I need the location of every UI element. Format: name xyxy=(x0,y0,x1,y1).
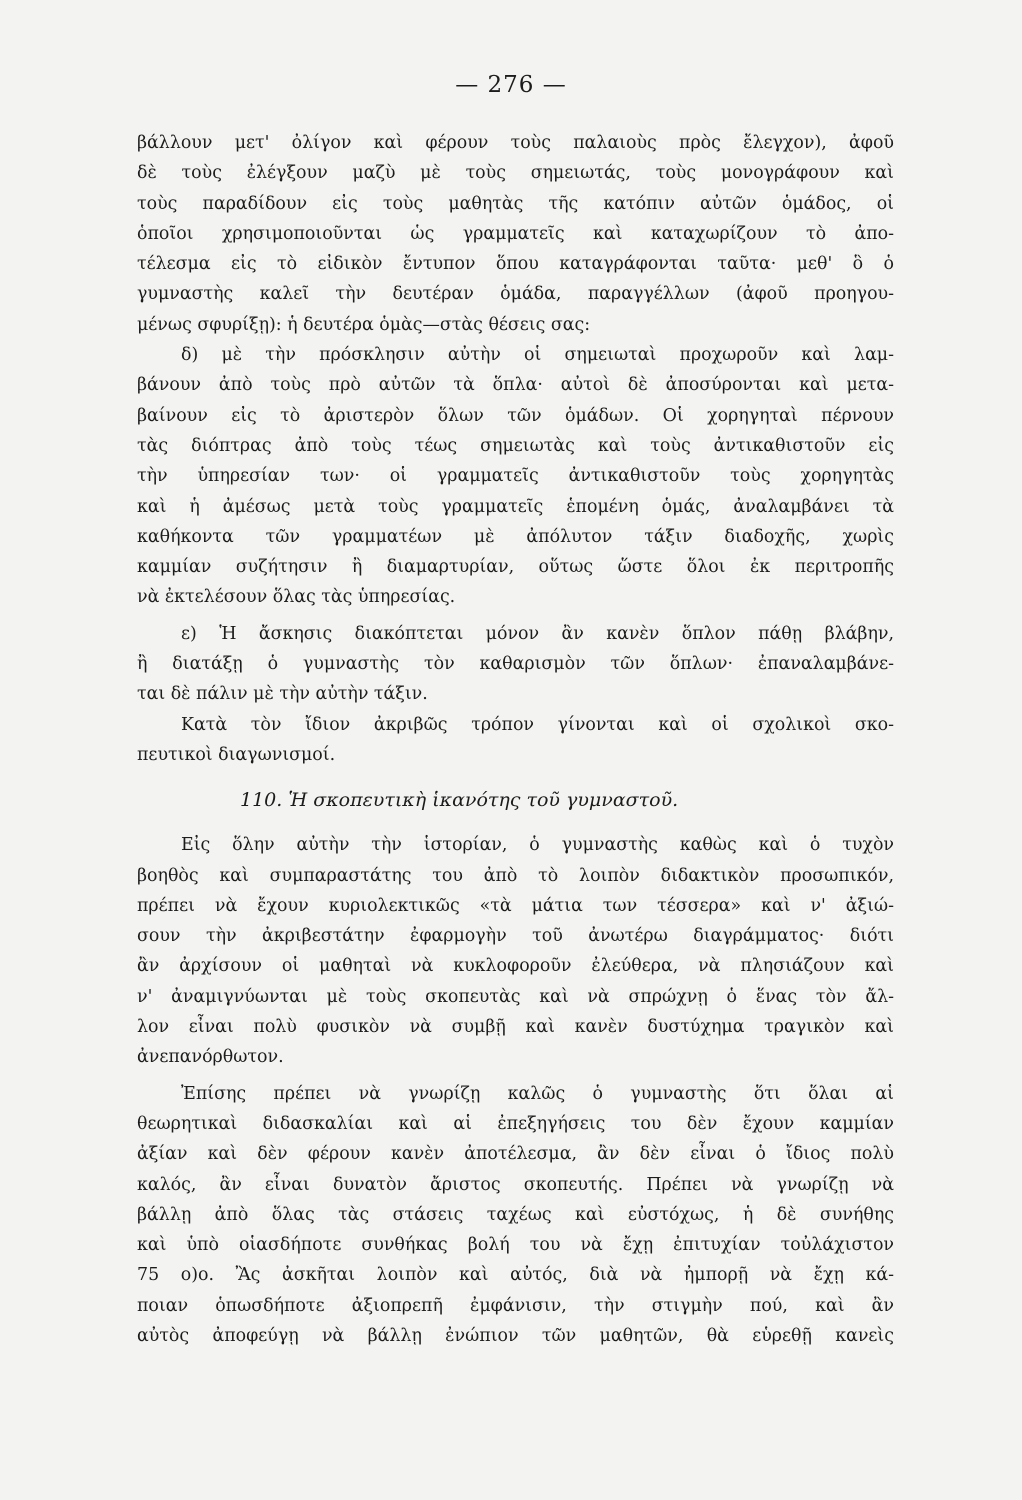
text-line: δὲ τοὺς ἐλέγξουν μαζὺ μὲ τοὺς σημειωτάς, τοὺς μονογράφουν καὶ xyxy=(137,163,894,184)
text-line: ἀξίαν καὶ δὲν φέρουν κανὲν ἀποτέλεσμα, ἂν δὲν εἶναι ὁ ἴδιος πολὺ xyxy=(137,1144,894,1165)
text-line: ἂν ἀρχίσουν οἱ μαθηταὶ νὰ κυκλοφοροῦν ἐλεύθερα, νὰ πλησιάζουν καὶ xyxy=(137,956,894,977)
text-line: ποιαν ὁπωσδήποτε ἀξιοπρεπῆ ἐμφάνισιν, τὴν στιγμὴν πού, καὶ ἂν xyxy=(137,1295,894,1316)
text-line: 75 ο)ο. Ἂς ἀσκῆται λοιπὸν καὶ αὐτός, διὰ νὰ ἠμπορῇ νὰ ἔχῃ κά- xyxy=(137,1265,894,1286)
paragraph-school-contests xyxy=(137,710,894,771)
body-text xyxy=(137,128,894,1351)
text-line: πευτικοὶ διαγωνισμοί. xyxy=(137,744,336,765)
text-line: καθήκοντα τῶν γραμματέων μὲ ἀπόλυτον τάξιν διαδοχῆς, χωρὶς xyxy=(137,526,894,547)
text-line: καμμίαν συζήτησιν ἢ διαμαρτυρίαν, οὕτως ὥστε ὅλοι ἐκ περιτροπῆς xyxy=(137,557,894,578)
text-line: βάλλῃ ἀπὸ ὅλας τὰς στάσεις ταχέως καὶ εὐστόχως, ἡ δὲ συνήθης xyxy=(137,1204,894,1225)
text-line: βάνουν ἀπὸ τοὺς πρὸ αὐτῶν τὰ ὅπλα· αὐτοὶ δὲ ἀποσύρονται καὶ μετα- xyxy=(137,375,894,396)
text-line: ἀνεπανόρθωτον. xyxy=(137,1047,284,1068)
paragraph-d xyxy=(137,340,894,613)
text-line: αὐτὸς ἀποφεύγῃ νὰ βάλλῃ ἐνώπιον τῶν μαθητῶν, θὰ εὑρεθῇ κανεὶς xyxy=(137,1325,894,1346)
text-line: θεωρητικαὶ διδασκαλίαι καὶ αἱ ἐπεξηγήσεις του δὲν ἔχουν καμμίαν xyxy=(137,1113,894,1134)
text-line: τὴν ὑπηρεσίαν των· οἱ γραμματεῖς ἀντικαθιστοῦν τοὺς χορηγητὰς xyxy=(137,466,894,487)
text-line: τέλεσμα εἰς τὸ εἰδικὸν ἔντυπον ὅπου καταγράφονται ταῦτα· μεθ' ὃ ὁ xyxy=(137,254,894,275)
text-line: ὁποῖοι χρησιμοποιοῦνται ὡς γραμματεῖς καὶ καταχωρίζουν τὸ ἀπο- xyxy=(137,223,894,244)
paragraph-history xyxy=(137,830,894,1072)
text-line: ν' ἀναμιγνύωνται μὲ τοὺς σκοπευτὰς καὶ νὰ σπρώχνῃ ὁ ἕνας τὸν ἄλ- xyxy=(137,986,894,1007)
text-line: Ἐπίσης πρέπει νὰ γνωρίζῃ καλῶς ὁ γυμναστὴς ὅτι ὅλαι αἱ xyxy=(181,1083,894,1104)
text-line: λον εἶναι πολὺ φυσικὸν νὰ συμβῇ καὶ κανὲν δυστύχημα τραγικὸν καὶ xyxy=(137,1017,894,1038)
text-line: Εἰς ὅλην αὐτὴν τὴν ἱστορίαν, ὁ γυμναστὴς καθὼς καὶ ὁ τυχὸν xyxy=(181,835,894,856)
text-line: τὰς διόπτρας ἀπὸ τοὺς τέως σημειωτὰς καὶ τοὺς ἀντικαθιστοῦν εἰς xyxy=(137,435,894,456)
text-line: ται δὲ πάλιν μὲ τὴν αὐτὴν τάξιν. xyxy=(137,684,428,705)
text-line: Κατὰ τὸν ἴδιον ἀκριβῶς τρόπον γίνονται καὶ οἱ σχολικοὶ σκο- xyxy=(181,714,894,735)
paragraph-marksmanship xyxy=(137,1079,894,1352)
text-line: βαίνουν εἰς τὸ ἀριστερὸν ὅλων τῶν ὁμάδων. Οἱ χορηγηταὶ πέρνουν xyxy=(137,405,894,426)
text-line: καλός, ἂν εἶναι δυνατὸν ἄριστος σκοπευτής. Πρέπει νὰ γνωρίζῃ νὰ xyxy=(137,1174,894,1195)
text-line: ε) Ἡ ἄσκησις διακόπτεται μόνον ἂν κανὲν ὅπλον πάθῃ βλάβην, xyxy=(181,623,894,644)
text-line: ἢ διατάξῃ ὁ γυμναστὴς τὸν καθαρισμὸν τῶν ὅπλων· ἐπαναλαμβάνε- xyxy=(137,654,894,675)
text-line: καὶ ὑπὸ οἱασδήποτε συνθήκας βολή του νὰ ἔχῃ ἐπιτυχίαν τοὐλάχιστον xyxy=(137,1235,894,1256)
text-line: γυμναστὴς καλεῖ τὴν δευτέραν ὁμάδα, παραγγέλλων (ἀφοῦ προηγου- xyxy=(137,284,894,305)
text-line: βάλλουν μετ' ὀλίγον καὶ φέρουν τοὺς παλαιοὺς πρὸς ἔλεγχον), ἀφοῦ xyxy=(137,133,894,153)
text-line: δ) μὲ τὴν πρόσκλησιν αὐτὴν οἱ σημειωταὶ προχωροῦν καὶ λαμ- xyxy=(181,345,894,366)
text-line: καὶ ἡ ἀμέσως μετὰ τοὺς γραμματεῖς ἑπομένη ὁμάς, ἀναλαμβάνει τὰ xyxy=(137,496,894,517)
text-line: πρέπει νὰ ἔχουν κυριολεκτικῶς «τὰ μάτια των τέσσερα» καὶ ν' ἀξιώ- xyxy=(137,895,894,916)
page-number: — 276 — xyxy=(455,72,567,98)
section-title: 110. Ἡ σκοπευτικὴ ἱκανότης τοῦ γυμναστοῦ. xyxy=(240,789,679,812)
text-line: μένως σφυρίξῃ): ἡ δευτέρα ὁμὰς—στὰς θέσεις σας: xyxy=(137,314,591,335)
paragraph-e xyxy=(137,619,894,710)
text-line: νὰ ἐκτελέσουν ὅλας τὰς ὑπηρεσίας. xyxy=(137,587,456,608)
text-line: βοηθὸς καὶ συμπαραστάτης του ἀπὸ τὸ λοιπὸν διδακτικὸν προσωπικόν, xyxy=(137,865,894,886)
text-line: σουν τὴν ἀκριβεστάτην ἐφαρμογὴν τοῦ ἀνωτέρω διαγράμματος· διότι xyxy=(137,926,894,947)
paragraph-continuation xyxy=(137,128,894,340)
text-line: τοὺς παραδίδουν εἰς τοὺς μαθητὰς τῆς κατόπιν αὐτῶν ὁμάδος, οἱ xyxy=(137,193,894,214)
